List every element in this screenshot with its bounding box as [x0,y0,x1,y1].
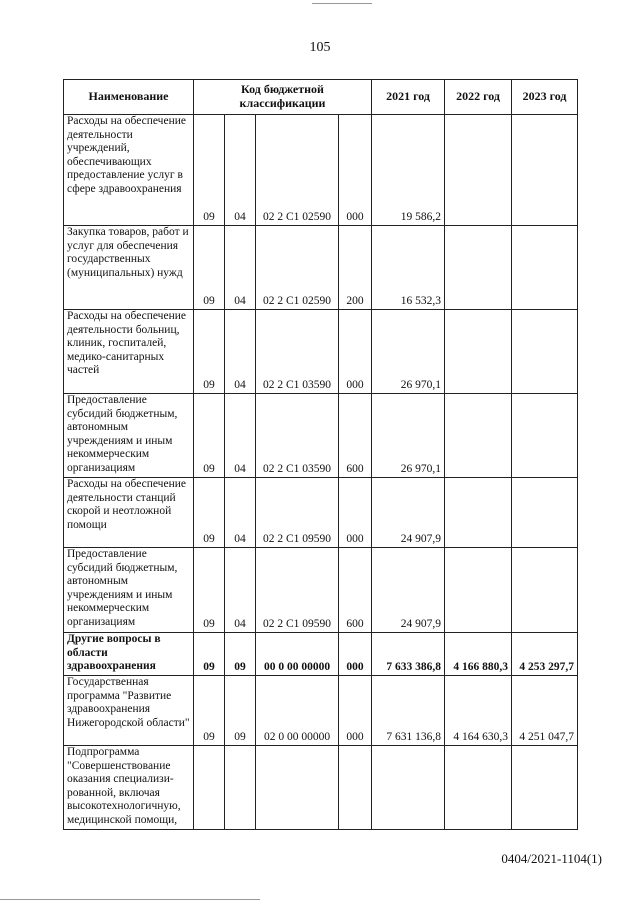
row-2021: 26 970,1 [372,394,445,478]
row-2023 [512,115,578,226]
row-2021: 26 970,1 [372,310,445,394]
scan-artifact-bottom [0,899,260,900]
row-name: Расходы на обеспечение деятельности больниц, клиник, госпиталей, медико-санитарных частей [64,310,194,394]
row-expense-type: 000 [339,310,372,394]
row-target-article: 02 2 С1 03590 [256,310,339,394]
row-subsection: 04 [225,115,256,226]
row-subsection: 04 [225,548,256,633]
table-row [64,394,578,478]
row-expense-type: 000 [339,633,372,676]
row-expense-type: 200 [339,226,372,310]
row-2022: 4 164 630,3 [445,676,512,746]
row-2023 [512,226,578,310]
row-name: Закупка товаров, работ и услуг для обеспечения государственных (муниципальных) нужд [64,226,194,310]
row-name: Предоставление субсидий бюджетным, автономным учреждениям и иным некоммерческим организациям [64,394,194,478]
row-2023 [512,746,578,830]
row-target-article: 02 2 С1 02590 [256,226,339,310]
budget-table [63,79,578,830]
header-code: Код бюджетной классификации [194,80,372,115]
row-2022 [445,226,512,310]
row-target-article: 00 0 00 00000 [256,633,339,676]
row-2023: 4 253 297,7 [512,633,578,676]
table-row [64,226,578,310]
row-name: Государственная программа "Развитие здравоохранения Нижегородской области" [64,676,194,746]
row-expense-type: 000 [339,676,372,746]
row-2021: 24 907,9 [372,478,445,548]
row-target-article: 02 2 С1 09590 [256,478,339,548]
table-row [64,478,578,548]
row-2022 [445,394,512,478]
row-section: 09 [194,394,225,478]
header-2021: 2021 год [372,80,445,115]
scan-artifact-top [312,3,372,4]
row-2021: 7 633 386,8 [372,633,445,676]
row-target-article: 02 2 С1 09590 [256,548,339,633]
table-row [64,676,578,746]
row-expense-type: 600 [339,394,372,478]
table-row-section-total [64,633,578,676]
row-2023 [512,478,578,548]
row-expense-type [339,746,372,830]
document-footer-code: 0404/2021-1104(1) [501,851,602,866]
page-number: 105 [309,40,331,55]
row-section: 09 [194,310,225,394]
row-section: 09 [194,548,225,633]
row-expense-type: 000 [339,478,372,548]
row-target-article: 02 2 С1 03590 [256,394,339,478]
header-2022: 2022 год [445,80,512,115]
row-subsection: 04 [225,394,256,478]
table-row [64,548,578,633]
row-section: 09 [194,226,225,310]
row-2021 [372,746,445,830]
row-subsection: 04 [225,310,256,394]
row-2022 [445,478,512,548]
row-expense-type: 000 [339,115,372,226]
row-subsection: 04 [225,226,256,310]
row-target-article: 02 2 С1 02590 [256,115,339,226]
row-name: Расходы на обеспечение деятельности учреждений, обеспечивающих предоставление услуг в сфере здравоохранения [64,115,194,226]
table-row [64,746,578,830]
row-expense-type: 600 [339,548,372,633]
table-row [64,310,578,394]
header-2023: 2023 год [512,80,578,115]
row-name: Подпрограмма "Совершенствование оказания специализи-рованной, включая высокотехнологичную, медицинской помощи, [64,746,194,830]
table-row [64,115,578,226]
row-target-article: 02 0 00 00000 [256,676,339,746]
row-target-article [256,746,339,830]
table-header-row [64,80,578,115]
row-2023 [512,394,578,478]
row-subsection [225,746,256,830]
row-section: 09 [194,633,225,676]
row-section: 09 [194,676,225,746]
row-subsection: 04 [225,478,256,548]
header-name: Наименование [64,80,194,115]
row-name: Расходы на обеспечение деятельности станций скорой и неотложной помощи [64,478,194,548]
row-2022 [445,115,512,226]
row-2021: 7 631 136,8 [372,676,445,746]
row-2023 [512,548,578,633]
row-section: 09 [194,115,225,226]
row-2021: 24 907,9 [372,548,445,633]
row-section [194,746,225,830]
row-name: Предоставление субсидий бюджетным, автономным учреждениям и иным некоммерческим организациям [64,548,194,633]
row-2022 [445,310,512,394]
row-2022 [445,548,512,633]
row-subsection: 09 [225,676,256,746]
row-2023 [512,310,578,394]
row-2023: 4 251 047,7 [512,676,578,746]
row-name: Другие вопросы в области здравоохранения [64,633,194,676]
row-2022: 4 166 880,3 [445,633,512,676]
row-subsection: 09 [225,633,256,676]
row-2022 [445,746,512,830]
row-section: 09 [194,478,225,548]
row-2021: 16 532,3 [372,226,445,310]
row-2021: 19 586,2 [372,115,445,226]
